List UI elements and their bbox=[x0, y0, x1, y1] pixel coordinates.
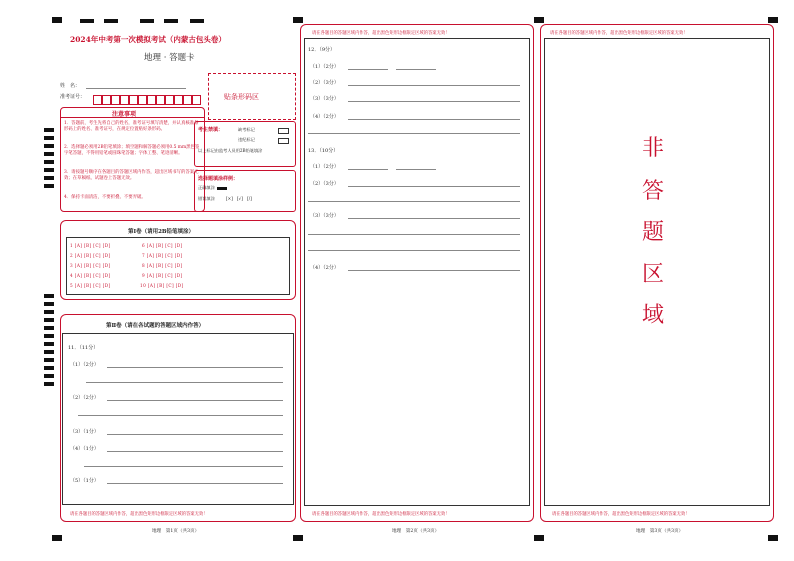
answer-line[interactable] bbox=[78, 415, 283, 416]
exam-id-label: 准考证号： bbox=[60, 94, 86, 100]
answer-line[interactable] bbox=[107, 451, 283, 452]
q11-part-3: （3）（1分） bbox=[70, 429, 99, 435]
answer-line[interactable] bbox=[348, 169, 388, 170]
exam-title: 2024年中考第一次模拟考试（内蒙古包头卷） bbox=[70, 35, 226, 44]
cheat-checkbox[interactable] bbox=[278, 138, 289, 144]
registration-mark bbox=[80, 19, 94, 23]
answer-line[interactable] bbox=[348, 119, 520, 120]
correct-fill-sample bbox=[217, 187, 227, 190]
timing-mark bbox=[44, 310, 54, 314]
q11-label: 11．（11分） bbox=[68, 345, 99, 351]
candidate-label: 考生禁填： bbox=[198, 127, 224, 133]
q13-part-2: （2）（3分） bbox=[310, 181, 339, 187]
q11-part-2: （2）（2分） bbox=[70, 395, 99, 401]
registration-mark bbox=[534, 17, 544, 23]
notice-item: 2．选择题必须用2B铅笔填涂；填空题和解答题必须用0.5 mm黑色签字笔答题，不得用铅笔或圆珠笔答题；字体工整、笔迹清晰。 bbox=[64, 145, 200, 157]
name-field[interactable] bbox=[86, 88, 186, 89]
registration-mark bbox=[190, 19, 204, 23]
answer-line[interactable] bbox=[107, 483, 283, 484]
q11-part-4: （4）（1分） bbox=[70, 446, 99, 452]
warning-text: 请在各题目的答题区域内作答，超出黑色矩形边框限定区域的答案无效！ bbox=[550, 31, 688, 36]
page-number: 地理 第2页（共3页） bbox=[392, 529, 440, 534]
q11-part-5: （5）（1分） bbox=[70, 478, 99, 484]
answer-line[interactable] bbox=[308, 201, 520, 202]
absent-mark-label: 缺考标记 bbox=[238, 127, 255, 132]
registration-mark bbox=[293, 535, 303, 541]
timing-mark bbox=[44, 136, 54, 140]
registration-mark bbox=[768, 17, 778, 23]
answer-line[interactable] bbox=[348, 218, 520, 219]
mc-row-2[interactable]: 2 [A] [B] [C] [D] bbox=[70, 253, 111, 258]
q13-label: 13．（10分） bbox=[308, 148, 339, 154]
timing-mark bbox=[44, 128, 54, 132]
notice-title: 注意事项 bbox=[112, 111, 137, 118]
mc-row-9[interactable]: 9 [A] [B] [C] [D] bbox=[142, 273, 183, 278]
q12-part-4: （4）（2分） bbox=[310, 114, 339, 120]
non-answer-char: 区 bbox=[642, 262, 665, 287]
timing-mark bbox=[44, 184, 54, 188]
answer-sheet-subtitle: 地理 · 答题卡 bbox=[144, 53, 195, 63]
registration-mark bbox=[52, 535, 62, 541]
warning-text: 请在各题目的答题区域内作答，超出黑色矩形边框限定区域的答案无效！ bbox=[552, 512, 690, 517]
mc-row-1[interactable]: 1 [A] [B] [C] [D] bbox=[70, 243, 111, 248]
warning-text: 请在各题目的答题区域内作答，超出黑色矩形边框限定区域的答案无效！ bbox=[70, 512, 208, 517]
timing-mark bbox=[44, 160, 54, 164]
registration-mark bbox=[293, 17, 303, 23]
q13-part-3: （3）（3分） bbox=[310, 213, 339, 219]
timing-mark bbox=[44, 342, 54, 346]
q13-part-4: （4）（2分） bbox=[310, 265, 339, 271]
notice-item: 1．答题前，考生先将自己的姓名，准考证号填写清楚，并认真核准条形码上的姓名、准考证号，在规定位置贴好条形码。 bbox=[64, 121, 199, 133]
name-label: 姓 名： bbox=[60, 83, 81, 89]
cheat-mark-label: 违纪标记 bbox=[238, 137, 255, 142]
registration-mark bbox=[768, 535, 778, 541]
absent-checkbox[interactable] bbox=[278, 128, 289, 134]
fill-sample-title: 选择题填涂样例： bbox=[198, 176, 239, 182]
timing-mark bbox=[44, 318, 54, 322]
timing-mark bbox=[44, 374, 54, 378]
answer-line[interactable] bbox=[308, 250, 520, 251]
mc-row-8[interactable]: 8 [A] [B] [C] [D] bbox=[142, 263, 183, 268]
answer-line[interactable] bbox=[348, 101, 520, 102]
registration-mark bbox=[104, 19, 118, 23]
answer-line[interactable] bbox=[308, 133, 520, 134]
q12-part-2: （2）（3分） bbox=[310, 80, 339, 86]
answer-line[interactable] bbox=[84, 466, 283, 467]
answer-line[interactable] bbox=[396, 169, 436, 170]
registration-mark bbox=[140, 19, 154, 23]
timing-mark bbox=[44, 382, 54, 386]
candidate-note: 以上标记由监考人员用2B铅笔填涂 bbox=[198, 148, 263, 153]
notice-item: 3．请按题号顺序在各题目的答题区域内作答，超出区域书写的答案无效；在草稿纸、试题卷上答题无效。 bbox=[64, 170, 199, 182]
wrong-fill-label: 错误填涂 bbox=[198, 196, 215, 201]
non-answer-char: 题 bbox=[642, 220, 665, 245]
timing-mark bbox=[44, 350, 54, 354]
answer-line[interactable] bbox=[348, 186, 520, 187]
answer-line[interactable] bbox=[107, 400, 283, 401]
answer-line[interactable] bbox=[396, 69, 436, 70]
page-number: 地理 第1页（共3页） bbox=[152, 529, 200, 534]
timing-mark bbox=[44, 326, 54, 330]
mc-row-7[interactable]: 7 [A] [B] [C] [D] bbox=[142, 253, 183, 258]
timing-mark bbox=[44, 176, 54, 180]
mc-row-3[interactable]: 3 [A] [B] [C] [D] bbox=[70, 263, 111, 268]
warning-text: 请在各题目的答题区域内作答，超出黑色矩形边框限定区域的答案无效！ bbox=[312, 512, 450, 517]
q12-part-1: （1）（2分） bbox=[310, 64, 339, 70]
notice-item: 4．保持卡面清洁，不要折叠、不要弄破。 bbox=[64, 195, 146, 200]
registration-mark bbox=[164, 19, 178, 23]
answer-line[interactable] bbox=[348, 270, 520, 271]
mc-row-4[interactable]: 4 [A] [B] [C] [D] bbox=[70, 273, 111, 278]
answer-line[interactable] bbox=[86, 382, 283, 383]
registration-mark bbox=[52, 17, 62, 23]
mc-row-5[interactable]: 5 [A] [B] [C] [D] bbox=[70, 283, 111, 288]
answer-line[interactable] bbox=[308, 234, 520, 235]
wrong-fill-marks: [×] [√] [/] bbox=[226, 196, 252, 201]
barcode-label: 贴条形码区 bbox=[224, 93, 259, 101]
answer-line[interactable] bbox=[348, 85, 520, 86]
q12-label: 12．（9分） bbox=[308, 47, 336, 53]
q13-part-1: （1）（2分） bbox=[310, 164, 339, 170]
answer-line[interactable] bbox=[107, 434, 283, 435]
timing-mark bbox=[44, 366, 54, 370]
mc-row-10[interactable]: 10 [A] [B] [C] [D] bbox=[140, 283, 184, 288]
timing-mark bbox=[44, 358, 54, 362]
timing-mark bbox=[44, 294, 54, 298]
non-answer-char: 非 bbox=[642, 136, 665, 161]
timing-mark bbox=[44, 334, 54, 338]
timing-mark bbox=[44, 302, 54, 306]
timing-mark bbox=[44, 144, 54, 148]
non-answer-char: 答 bbox=[642, 179, 665, 204]
q12-part-3: （3）（3分） bbox=[310, 96, 339, 102]
timing-mark bbox=[44, 168, 54, 172]
answer-line[interactable] bbox=[348, 69, 388, 70]
answer-line[interactable] bbox=[107, 367, 283, 368]
timing-mark bbox=[44, 152, 54, 156]
part1-title: 第Ⅰ卷（请用2B铅笔填涂） bbox=[128, 229, 195, 235]
page-number: 地理 第3页（共3页） bbox=[636, 529, 684, 534]
part2-title: 第Ⅱ卷（请在各试题的答题区域内作答） bbox=[106, 323, 205, 329]
mc-row-6[interactable]: 6 [A] [B] [C] [D] bbox=[142, 243, 183, 248]
correct-fill-label: 正确填涂 bbox=[198, 185, 215, 190]
q11-part-1: （1）（2分） bbox=[70, 362, 99, 368]
warning-text: 请在各题目的答题区域内作答，超出黑色矩形边框限定区域的答案无效！ bbox=[312, 31, 450, 36]
registration-mark bbox=[534, 535, 544, 541]
non-answer-char: 域 bbox=[642, 303, 665, 328]
